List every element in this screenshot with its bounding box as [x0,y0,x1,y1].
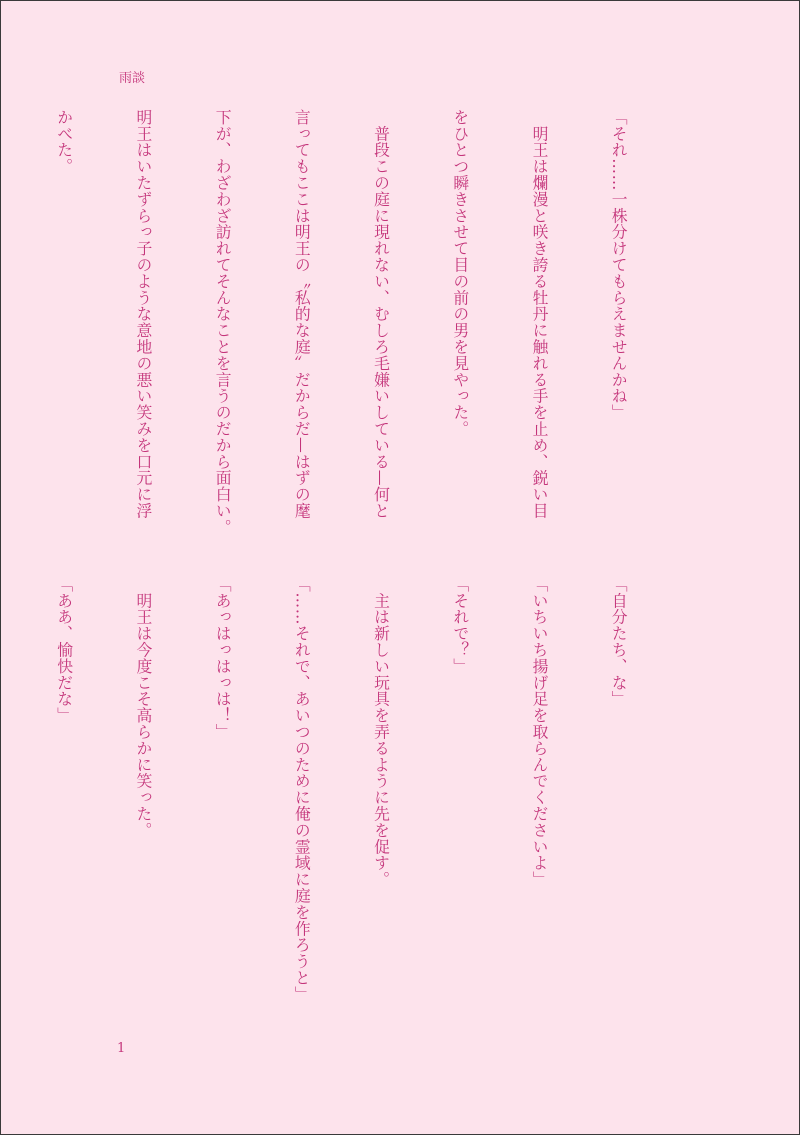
page-number: 1 [117,1041,126,1056]
text-line: 「ああ、愉快だな」 [54,576,74,724]
text-line: 下が、わざわざ訪れてそんなことを言うのだから面白い。 [213,109,233,536]
text-line: 言ってもここは明王の〝私的な庭〟だからだ—はずの麾 [292,109,312,519]
text-line: 「あっはっはっは！」 [213,576,233,740]
text-line: 「いちいち揚げ足を取らんでくださいよ」 [529,576,549,888]
text-line: 明王はいたずらっ子のような意地の悪い笑みを口元に浮 [133,109,153,519]
text-line: 「……それで、あいつのために俺の霊域に庭を作ろうと」 [292,576,312,1003]
lower-text-block [0,576,684,1046]
running-header: 雨談 [119,71,146,86]
text-line: 明王は今度こそ高らかに笑った。 [133,576,153,839]
text-line: 主は新しい玩具を弄るように先を促す。 [371,576,391,888]
upper-text-block [0,109,684,564]
text-line: 「自分たち、な」 [609,576,629,708]
text-line: 「それ……一株分けてもらえませんかね」 [609,109,629,421]
text-line: 明王は爛漫と咲き誇る牡丹に触れる手を止め、鋭い目 [529,109,549,519]
text-line: 普段この庭に現れない、むしろ毛嫌いしている—何と [371,109,391,519]
text-line: をひとつ瞬きさせて目の前の男を見やった。 [450,109,470,437]
text-line: 「それで？」 [450,576,470,675]
text-line: かべた。 [54,109,74,175]
